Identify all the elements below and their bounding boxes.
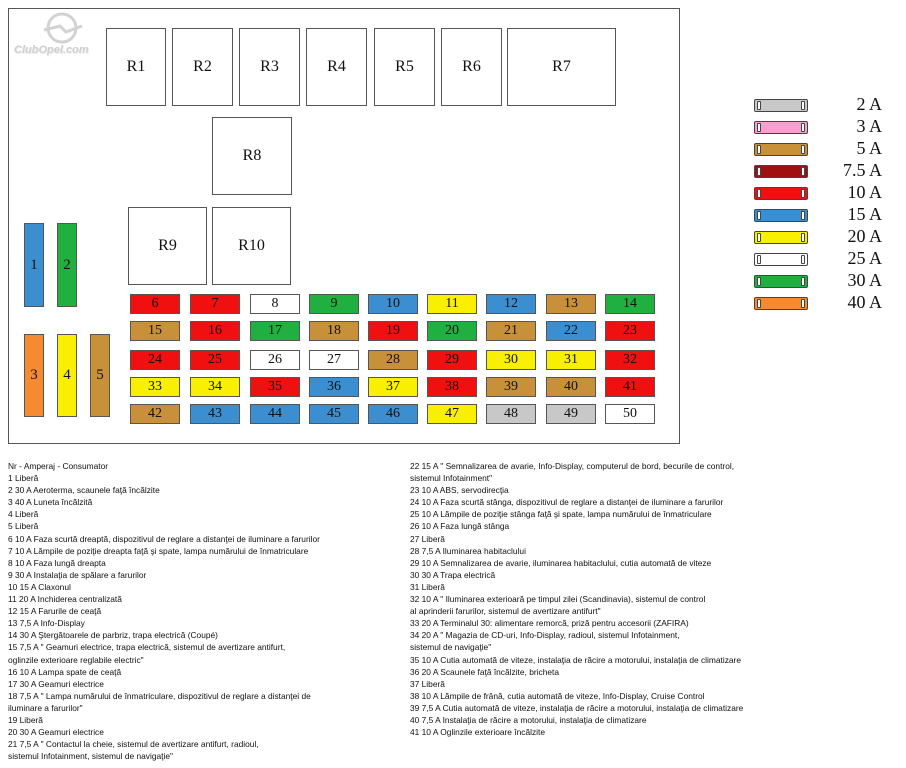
note-line: 9 30 A Instalaţia de spălare a farurilor bbox=[8, 569, 147, 580]
note-line: sistemul Infotainment, sistemul de navigaţie" bbox=[8, 751, 173, 762]
fuse-39: 39 bbox=[486, 377, 536, 397]
note-line: 22 15 A " Semnalizarea de avarie, Info-Display, computerul de bord, becurile de control, bbox=[410, 461, 735, 471]
fuse-46: 46 bbox=[368, 404, 418, 424]
note-line: 30 30 A Trapa electrică bbox=[410, 569, 496, 580]
note-line: 2 30 A Aeroterma, scaunele faţă încălzite bbox=[8, 485, 160, 496]
note-line: 8 10 A Faza lungă dreapta bbox=[8, 557, 106, 568]
fuse-icon bbox=[754, 143, 808, 156]
legend-label: 20 A bbox=[847, 226, 882, 246]
fuse-36: 36 bbox=[309, 377, 359, 397]
note-line: 10 15 A Claxonul bbox=[8, 581, 71, 592]
fuse-26: 26 bbox=[250, 350, 300, 370]
note-line: 29 10 A Semnalizarea de avarie, iluminarea habitaclului, cutia automată de viteze bbox=[410, 557, 712, 568]
fuse-11: 11 bbox=[427, 294, 477, 314]
note-line: 5 Liberă bbox=[8, 521, 39, 532]
relay-r9: R9 bbox=[128, 207, 207, 285]
logo-text: ClubOpel.com bbox=[14, 44, 89, 56]
fuse-20: 20 bbox=[427, 321, 477, 341]
fuse-icon bbox=[754, 121, 808, 134]
fuse-icon bbox=[754, 253, 808, 266]
legend-label: 25 A bbox=[847, 248, 882, 268]
legend-label: 40 A bbox=[847, 292, 882, 312]
fuse-7: 7 bbox=[190, 294, 240, 314]
note-line: 6 10 A Faza scurtă dreaptă, dispozitivul de reglare a distanţei de iluminare a farurilor bbox=[8, 533, 320, 544]
note-line: 27 Liberă bbox=[410, 533, 445, 544]
fuse-50: 50 bbox=[605, 404, 655, 424]
note-line: 31 Liberă bbox=[410, 581, 445, 592]
legend-item bbox=[754, 272, 894, 292]
note-line: 36 20 A Scaunele faţă încălzite, bricheta bbox=[410, 666, 559, 677]
legend-label: 30 A bbox=[847, 270, 882, 290]
fuse-17: 17 bbox=[250, 321, 300, 341]
note-line: oglinzile exterioare reglabile electric" bbox=[8, 654, 144, 665]
fuse-icon bbox=[754, 165, 808, 178]
relay-r5: R5 bbox=[374, 28, 435, 106]
legend-label: 2 A bbox=[856, 94, 882, 114]
fuse-icon bbox=[754, 187, 808, 200]
fuse-41: 41 bbox=[605, 377, 655, 397]
big-fuse-4: 4 bbox=[57, 334, 77, 417]
note-line: 17 30 A Geamuri electrice bbox=[8, 678, 104, 689]
note-line: 13 7,5 A Info-Display bbox=[8, 618, 85, 629]
legend-item bbox=[754, 294, 894, 314]
note-line: 39 7,5 A Cutia automată de viteze, instalaţia de răcire a motorului, instalaţia de climatizare bbox=[410, 702, 744, 713]
fuse-21: 21 bbox=[486, 321, 536, 341]
fuse-16: 16 bbox=[190, 321, 240, 341]
legend-label: 10 A bbox=[847, 182, 882, 202]
legend-label: 15 A bbox=[847, 204, 882, 224]
legend-label: 7.5 A bbox=[842, 160, 882, 180]
legend-item bbox=[754, 96, 894, 116]
note-line: 12 15 A Farurile de ceaţă bbox=[8, 606, 102, 617]
note-line: al aprinderii farurilor, sistemul de avertizare antifurt" bbox=[410, 606, 601, 617]
fuse-44: 44 bbox=[250, 404, 300, 424]
fuse-18: 18 bbox=[309, 321, 359, 341]
note-line: 41 10 A Oglinzile exterioare încălzite bbox=[410, 727, 546, 738]
fuse-37: 37 bbox=[368, 377, 418, 397]
fuse-38: 38 bbox=[427, 377, 477, 397]
note-line: 15 7,5 A " Geamuri electrice, trapa electrică, sistemul de avertizare antifurt, bbox=[8, 642, 286, 653]
note-line: 14 30 A Ştergătoarele de parbriz, trapa electrică (Coupé) bbox=[8, 630, 218, 641]
note-line: 33 20 A Terminalul 30: alimentare remorcă, priză pentru accesorii (ZAFIRA) bbox=[410, 618, 689, 629]
fuse-40: 40 bbox=[546, 377, 596, 397]
opel-emblem-icon bbox=[14, 12, 114, 48]
fuse-24: 24 bbox=[130, 350, 180, 370]
legend-label: 3 A bbox=[856, 116, 882, 136]
fuse-14: 14 bbox=[605, 294, 655, 314]
note-line: 32 10 A " Iluminarea exterioară pe timpul zilei (Scandinavia), sistemul de control bbox=[410, 594, 706, 605]
note-line: 34 20 A " Magazia de CD-uri, Info-Display, radioul, sistemul Infotainment, bbox=[410, 630, 680, 641]
note-line: 37 Liberă bbox=[410, 678, 445, 689]
relay-r1: R1 bbox=[106, 28, 166, 106]
big-fuse-5: 5 bbox=[90, 334, 110, 417]
relay-r7: R7 bbox=[507, 28, 616, 106]
note-line: 11 20 A Inchiderea centralizată bbox=[8, 594, 122, 605]
fuse-icon bbox=[754, 231, 808, 244]
fuse-13: 13 bbox=[546, 294, 596, 314]
note-line: 4 Liberă bbox=[8, 509, 39, 520]
big-fuse-3: 3 bbox=[24, 334, 44, 417]
legend-item bbox=[754, 184, 894, 204]
legend-item bbox=[754, 140, 894, 160]
legend-item bbox=[754, 228, 894, 248]
fuse-icon bbox=[754, 297, 808, 310]
fuse-15: 15 bbox=[130, 321, 180, 341]
fuse-12: 12 bbox=[486, 294, 536, 314]
note-line: 26 10 A Faza lungă stânga bbox=[410, 521, 510, 532]
fuse-42: 42 bbox=[130, 404, 180, 424]
note-line: 18 7,5 A " Lampa numărului de înmatriculare, dispozitivul de reglare a distanţei de bbox=[8, 690, 311, 701]
fuse-29: 29 bbox=[427, 350, 477, 370]
note-line: sistemul Infotainment" bbox=[410, 473, 493, 484]
relay-r8: R8 bbox=[212, 117, 292, 195]
note-line: 28 7,5 A Iluminarea habitaclului bbox=[410, 545, 526, 556]
fuse-icon bbox=[754, 209, 808, 222]
fuse-45: 45 bbox=[309, 404, 359, 424]
note-line: 23 10 A ABS, servodirecţia bbox=[410, 485, 509, 496]
fuse-23: 23 bbox=[605, 321, 655, 341]
big-fuse-2: 2 bbox=[57, 223, 77, 307]
fuse-9: 9 bbox=[309, 294, 359, 314]
note-line: 38 10 A Lămpile de frână, cutia automată de viteze, Info-Display, Cruise Control bbox=[410, 690, 705, 701]
note-line: 20 30 A Geamuri electrice bbox=[8, 727, 104, 738]
fuse-22: 22 bbox=[546, 321, 596, 341]
legend-item bbox=[754, 250, 894, 270]
fuse-48: 48 bbox=[486, 404, 536, 424]
fuse-43: 43 bbox=[190, 404, 240, 424]
relay-r3: R3 bbox=[239, 28, 300, 106]
note-line: 7 10 A Lămpile de poziţie dreapta faţă şi spate, lampa numărului de înmatriculare bbox=[8, 545, 309, 556]
fuse-19: 19 bbox=[368, 321, 418, 341]
consumer-list-right bbox=[410, 460, 743, 738]
fuse-10: 10 bbox=[368, 294, 418, 314]
fuse-47: 47 bbox=[427, 404, 477, 424]
clubopel-logo bbox=[14, 12, 114, 62]
consumer-list-left bbox=[8, 460, 320, 762]
fuse-30: 30 bbox=[486, 350, 536, 370]
note-line: 16 10 A Lampa spate de ceaţă bbox=[8, 666, 122, 677]
relay-r2: R2 bbox=[172, 28, 233, 106]
fuse-49: 49 bbox=[546, 404, 596, 424]
fuse-8: 8 bbox=[250, 294, 300, 314]
relay-r6: R6 bbox=[441, 28, 502, 106]
relay-r4: R4 bbox=[306, 28, 367, 106]
note-line: sistemul de navigaţie" bbox=[410, 642, 492, 653]
fuse-6: 6 bbox=[130, 294, 180, 314]
note-line: 3 40 A Luneta încălzită bbox=[8, 497, 93, 508]
fuse-31: 31 bbox=[546, 350, 596, 370]
fuse-25: 25 bbox=[190, 350, 240, 370]
note-line: iluminare a farurilor" bbox=[8, 702, 83, 713]
fuse-27: 27 bbox=[309, 350, 359, 370]
note-line: 24 10 A Faza scurtă stânga, dispozitivul de reglare a distanţei de iluminare a farurilor bbox=[410, 497, 724, 508]
note-line: 21 7,5 A " Contactul la cheie, sistemul de avertizare antifurt, radioul, bbox=[8, 739, 259, 750]
note-line: 25 10 A Lămpile de poziţie stânga faţă şi spate, lampa numărului de înmatriculare bbox=[410, 509, 712, 520]
note-line: 19 Liberă bbox=[8, 714, 43, 725]
fuse-34: 34 bbox=[190, 377, 240, 397]
legend-item bbox=[754, 162, 894, 182]
fuse-33: 33 bbox=[130, 377, 180, 397]
legend-label: 5 A bbox=[856, 138, 882, 158]
fuse-icon bbox=[754, 99, 808, 112]
relay-r10: R10 bbox=[212, 207, 291, 285]
fuse-28: 28 bbox=[368, 350, 418, 370]
fuse-icon bbox=[754, 275, 808, 288]
note-line: 35 10 A Cutia automată de viteze, instalaţia de răcire a motorului, instalaţia de climatizare bbox=[410, 654, 741, 665]
note-line: 1 Liberă bbox=[8, 473, 39, 484]
legend-item bbox=[754, 118, 894, 138]
legend-item bbox=[754, 206, 894, 226]
note-line: Nr - Amperaj - Consumator bbox=[8, 461, 109, 471]
big-fuse-1: 1 bbox=[24, 223, 44, 307]
note-line: 40 7,5 A Instalaţia de răcire a motorului, instalaţia de climatizare bbox=[410, 714, 647, 725]
fuse-32: 32 bbox=[605, 350, 655, 370]
fuse-35: 35 bbox=[250, 377, 300, 397]
